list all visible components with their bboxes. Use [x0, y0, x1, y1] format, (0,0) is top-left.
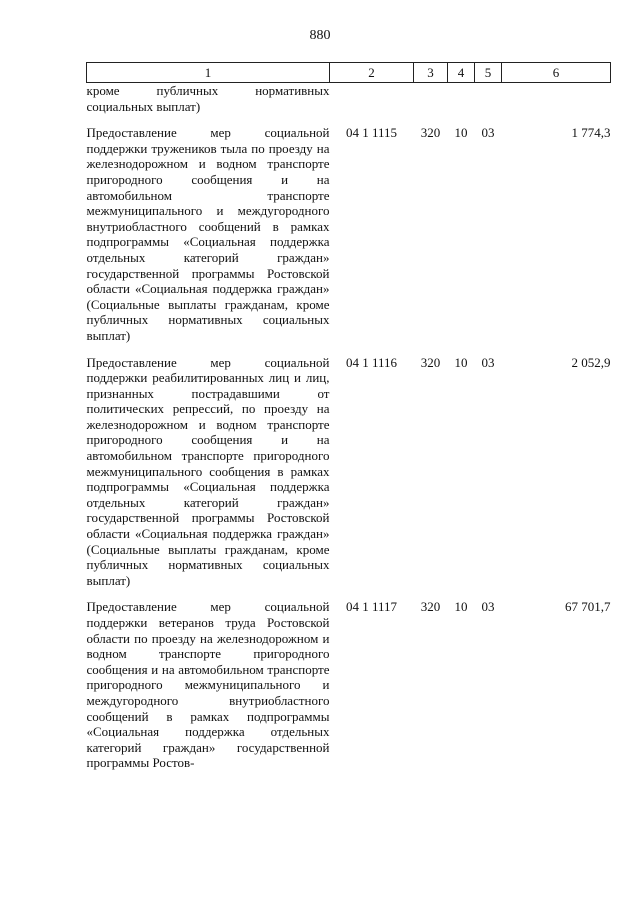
page-number: 880	[309, 28, 331, 43]
table-header	[87, 63, 611, 83]
header-col-1: 1	[87, 63, 330, 83]
budget-table	[86, 62, 611, 771]
row-description: Предоставление мер социальной поддержки реабилитированных лиц и лиц, признанных пострадавшими от политических репрессий, по проезду на железнодорожном и водном транспорте пригородного сообщения и на автомобильном транспорте пригородного межмуниципального сообщения в рамках подпрограммы «Социальная поддержка отдельных категорий граждан» государственной программы Ростовской области «Социальная поддержка граждан» (Социальные выплаты гражданам, кроме публичных нормативных социальных выплат)	[86, 354, 330, 588]
header-col-3: 3	[414, 63, 448, 83]
header-col-2: 2	[330, 63, 414, 83]
continuation-text: кроме публичных нормативных социальных выплат)	[86, 83, 330, 114]
continuation-row	[87, 83, 611, 115]
row-target-code: 04 1 1117	[345, 599, 398, 615]
row-description: Предоставление мер социальной поддержки ветеранов труда Ростовской области по проезду на железнодорожном и водном транспорте пригородного сообщения и на автомобильном транспорте пригородного межмуниципального и междугородного внутриобластного сообщений в рамках подпрограммы «Социальная поддержка отдельных категорий граждан» государственной программы Ростов-	[86, 599, 330, 771]
row-section: 10	[454, 599, 468, 615]
table-row	[87, 599, 611, 771]
row-section: 10	[454, 354, 468, 370]
table-body	[87, 83, 611, 771]
table-row	[87, 125, 611, 343]
row-amount: 2 052,9	[571, 354, 611, 370]
row-target-code: 04 1 1115	[345, 125, 398, 141]
row-subsection: 03	[481, 125, 495, 141]
row-subsection: 03	[481, 354, 495, 370]
row-subsection: 03	[481, 599, 495, 615]
table-row	[87, 355, 611, 589]
header-col-5: 5	[475, 63, 502, 83]
header-col-4: 4	[448, 63, 475, 83]
row-expense-type: 320	[420, 599, 441, 615]
header-row	[87, 63, 611, 83]
row-amount: 67 701,7	[565, 599, 611, 615]
row-description: Предоставление мер социальной поддержки тружеников тыла по проезду на железнодорожном и водном транспорте пригородного сообщения и на автомобильном транспорте межмуниципального и междугородного внутриобластного сообщений в рамках подпрограммы «Социальная поддержка отдельных категорий граждан» государственной программы Ростовской области «Социальная поддержка граждан» (Социальные выплаты гражданам, кроме публичных нормативных социальных выплат)	[86, 125, 330, 343]
row-expense-type: 320	[420, 125, 441, 141]
row-section: 10	[454, 125, 468, 141]
row-target-code: 04 1 1116	[345, 354, 398, 370]
row-amount: 1 774,3	[571, 125, 611, 141]
row-expense-type: 320	[420, 354, 441, 370]
header-col-6: 6	[502, 63, 611, 83]
